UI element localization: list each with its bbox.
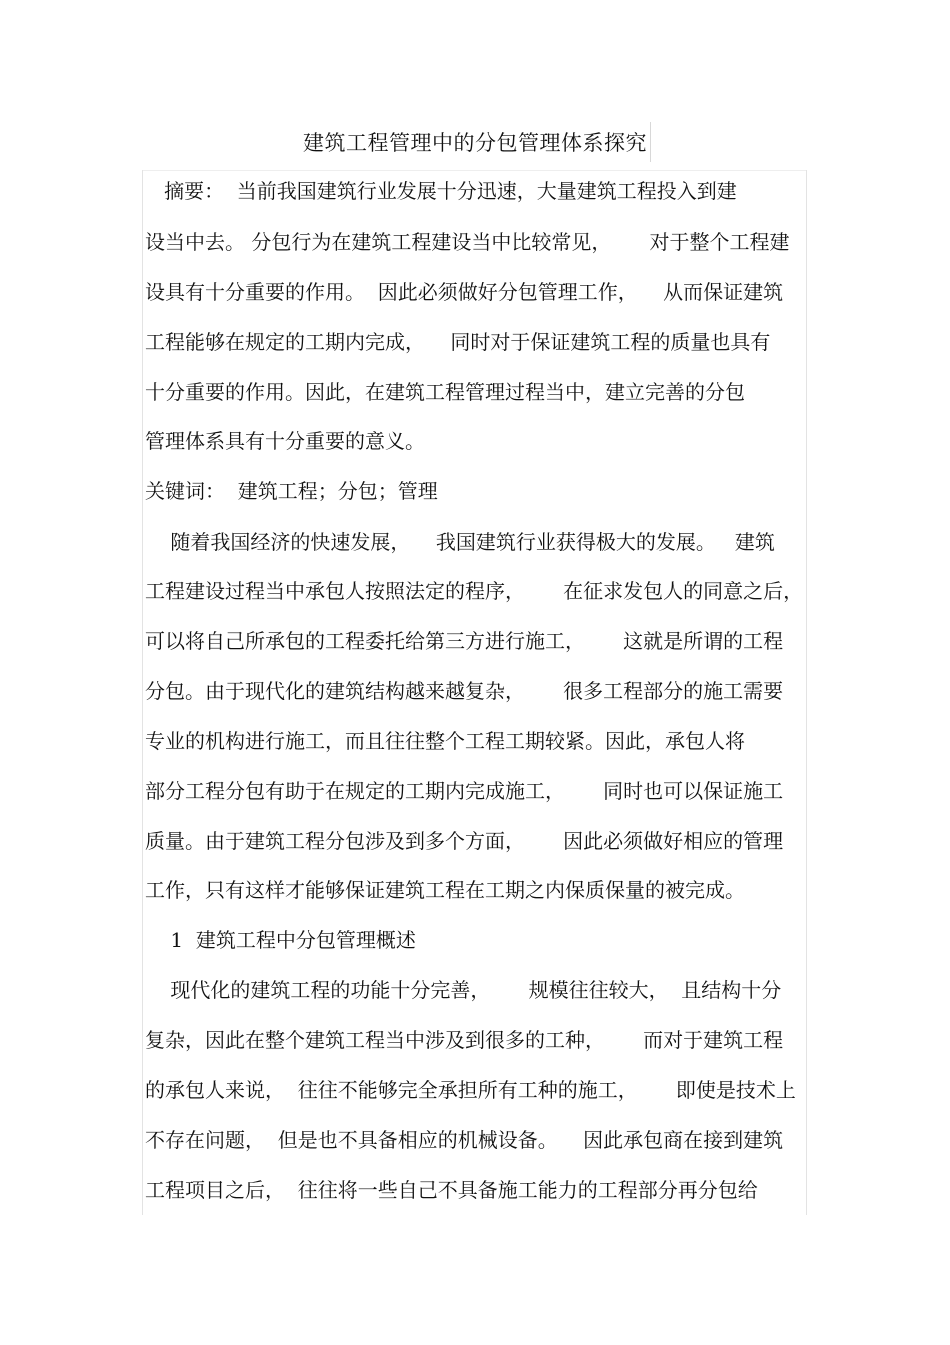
section-line-5: 工程项目之后， 往往将一些自己不具备施工能力的工程部分再分包给	[145, 1178, 758, 1202]
body-line-7: 质量。由于建筑工程分包涉及到多个方面， 因此必须做好相应的管理	[145, 829, 784, 853]
abstract-line-6: 管理体系具有十分重要的意义。	[145, 429, 425, 453]
keywords-line: 关键词： 建筑工程；分包；管理	[145, 479, 438, 503]
text-frame-left	[142, 170, 143, 1215]
body-line-2: 工程建设过程当中承包人按照法定的程序， 在征求发包人的同意之后，	[145, 579, 804, 603]
abstract-line-3: 设具有十分重要的作用。 因此必须做好分包管理工作， 从而保证建筑	[145, 280, 784, 304]
body-line-3: 可以将自己所承包的工程委托给第三方进行施工， 这就是所谓的工程	[145, 629, 784, 653]
body-line-6: 部分工程分包有助于在规定的工期内完成施工， 同时也可以保证施工	[145, 779, 784, 803]
abstract-line-4: 工程能够在规定的工期内完成， 同时对于保证建筑工程的质量也具有	[145, 330, 771, 354]
section-line-2: 复杂，因此在整个建筑工程当中涉及到很多的工种， 而对于建筑工程	[145, 1028, 784, 1052]
body-line-4: 分包。由于现代化的建筑结构越来越复杂， 很多工程部分的施工需要	[145, 679, 784, 703]
document-title: 建筑工程管理中的分包管理体系探究	[303, 131, 647, 155]
abstract-line-5: 十分重要的作用。因此，在建筑工程管理过程当中，建立完善的分包	[145, 380, 745, 404]
section-heading: 1 建筑工程中分包管理概述	[145, 928, 416, 952]
section-line-4: 不存在问题， 但是也不具备相应的机械设备。 因此承包商在接到建筑	[145, 1128, 784, 1152]
abstract-line-2: 设当中去。 分包行为在建筑工程建设当中比较常见， 对于整个工程建	[145, 230, 790, 254]
section-line-1: 现代化的建筑工程的功能十分完善， 规模往往较大， 且结构十分	[145, 978, 782, 1002]
text-frame-top	[142, 170, 807, 171]
body-line-1: 随着我国经济的快速发展， 我国建筑行业获得极大的发展。 建筑	[145, 530, 775, 554]
body-line-5: 专业的机构进行施工，而且往往整个工程工期较紧。因此，承包人将	[145, 729, 745, 753]
section-line-3: 的承包人来说， 往往不能够完全承担所有工种的施工， 即使是技术上	[145, 1078, 796, 1102]
abstract-line-1: 摘要： 当前我国建筑行业发展十分迅速，大量建筑工程投入到建	[145, 179, 737, 203]
body-line-8: 工作，只有这样才能够保证建筑工程在工期之内保质保量的被完成。	[145, 878, 745, 902]
